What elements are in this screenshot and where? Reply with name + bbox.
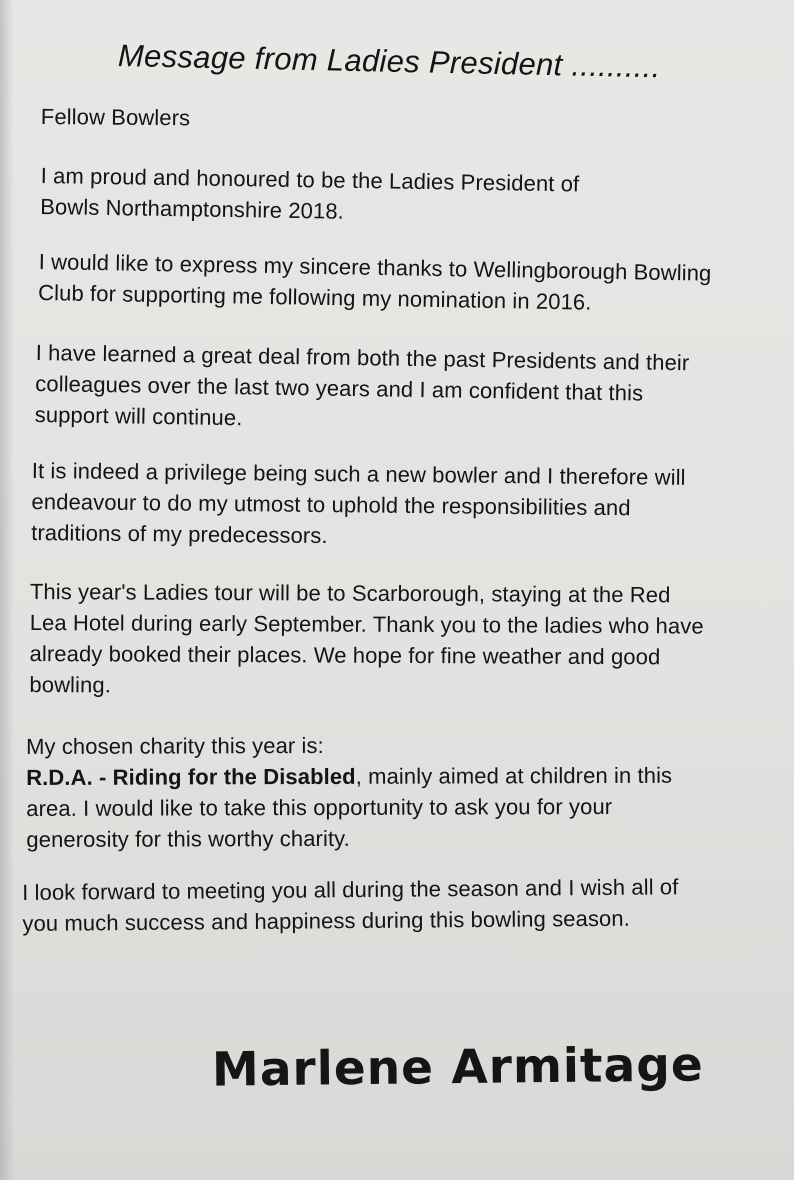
page-edge-shadow (0, 0, 14, 1180)
paragraph-line: Bowls Northamptonshire 2018. (40, 193, 345, 224)
paragraph-line: colleagues over the last two years and I am confident that this (35, 370, 644, 406)
paragraph-line: I look forward to meeting you all during the season and I wish all of (22, 874, 679, 905)
paragraph-line: Lea Hotel during early September. Thank you to the ladies who have (29, 609, 704, 639)
paragraph-line: This year's Ladies tour will be to Scarborough, staying at the Red (29, 578, 671, 608)
paragraph-line: you much success and happiness during this bowling season. (22, 905, 630, 936)
paragraph-line: traditions of my predecessors. (31, 519, 328, 549)
paragraph-line: already booked their places. We hope for fine weather and good (29, 640, 661, 670)
greeting-line: Fellow Bowlers (40, 103, 191, 131)
paragraph-1 (40, 160, 794, 234)
paragraph-4 (31, 455, 792, 556)
charity-name: R.D.A. - Riding for the Disabled (26, 763, 356, 790)
paragraph-line: bowling. (29, 671, 112, 698)
paragraph-line: It is indeed a privilege being such a new bowler and I therefore will (31, 457, 686, 490)
charity-description: , mainly aimed at children in this (355, 762, 673, 789)
paragraph-line: My chosen charity this year is: (26, 732, 324, 759)
paragraph-line (26, 759, 786, 793)
paragraph-line: I would like to express my sincere thanks to Wellingborough Bowling (38, 248, 712, 286)
greeting (41, 101, 794, 139)
paragraph-line: I have learned a great deal from both the past Presidents and their (35, 339, 690, 376)
paragraph-line: Club for supporting me following my nomination in 2016. (37, 279, 592, 315)
page-title: Message from Ladies President .......... (117, 38, 661, 85)
paragraph-5 (29, 576, 790, 704)
paragraph-3 (35, 337, 794, 442)
paragraph-line: support will continue. (34, 401, 243, 431)
paragraph-6 (26, 728, 786, 855)
paragraph-line: endeavour to do my utmost to uphold the responsibilities and (31, 488, 631, 521)
paragraph-line: generosity for this worthy charity. (26, 825, 350, 852)
paragraph-7 (22, 870, 783, 939)
paragraph-line: I am proud and honoured to be the Ladies President of (40, 162, 580, 197)
paragraph-line: area. I would like to take this opportunity to ask you for your (26, 793, 613, 821)
signature: Marlene Armitage (211, 1037, 704, 1098)
paragraph-2 (38, 246, 794, 321)
